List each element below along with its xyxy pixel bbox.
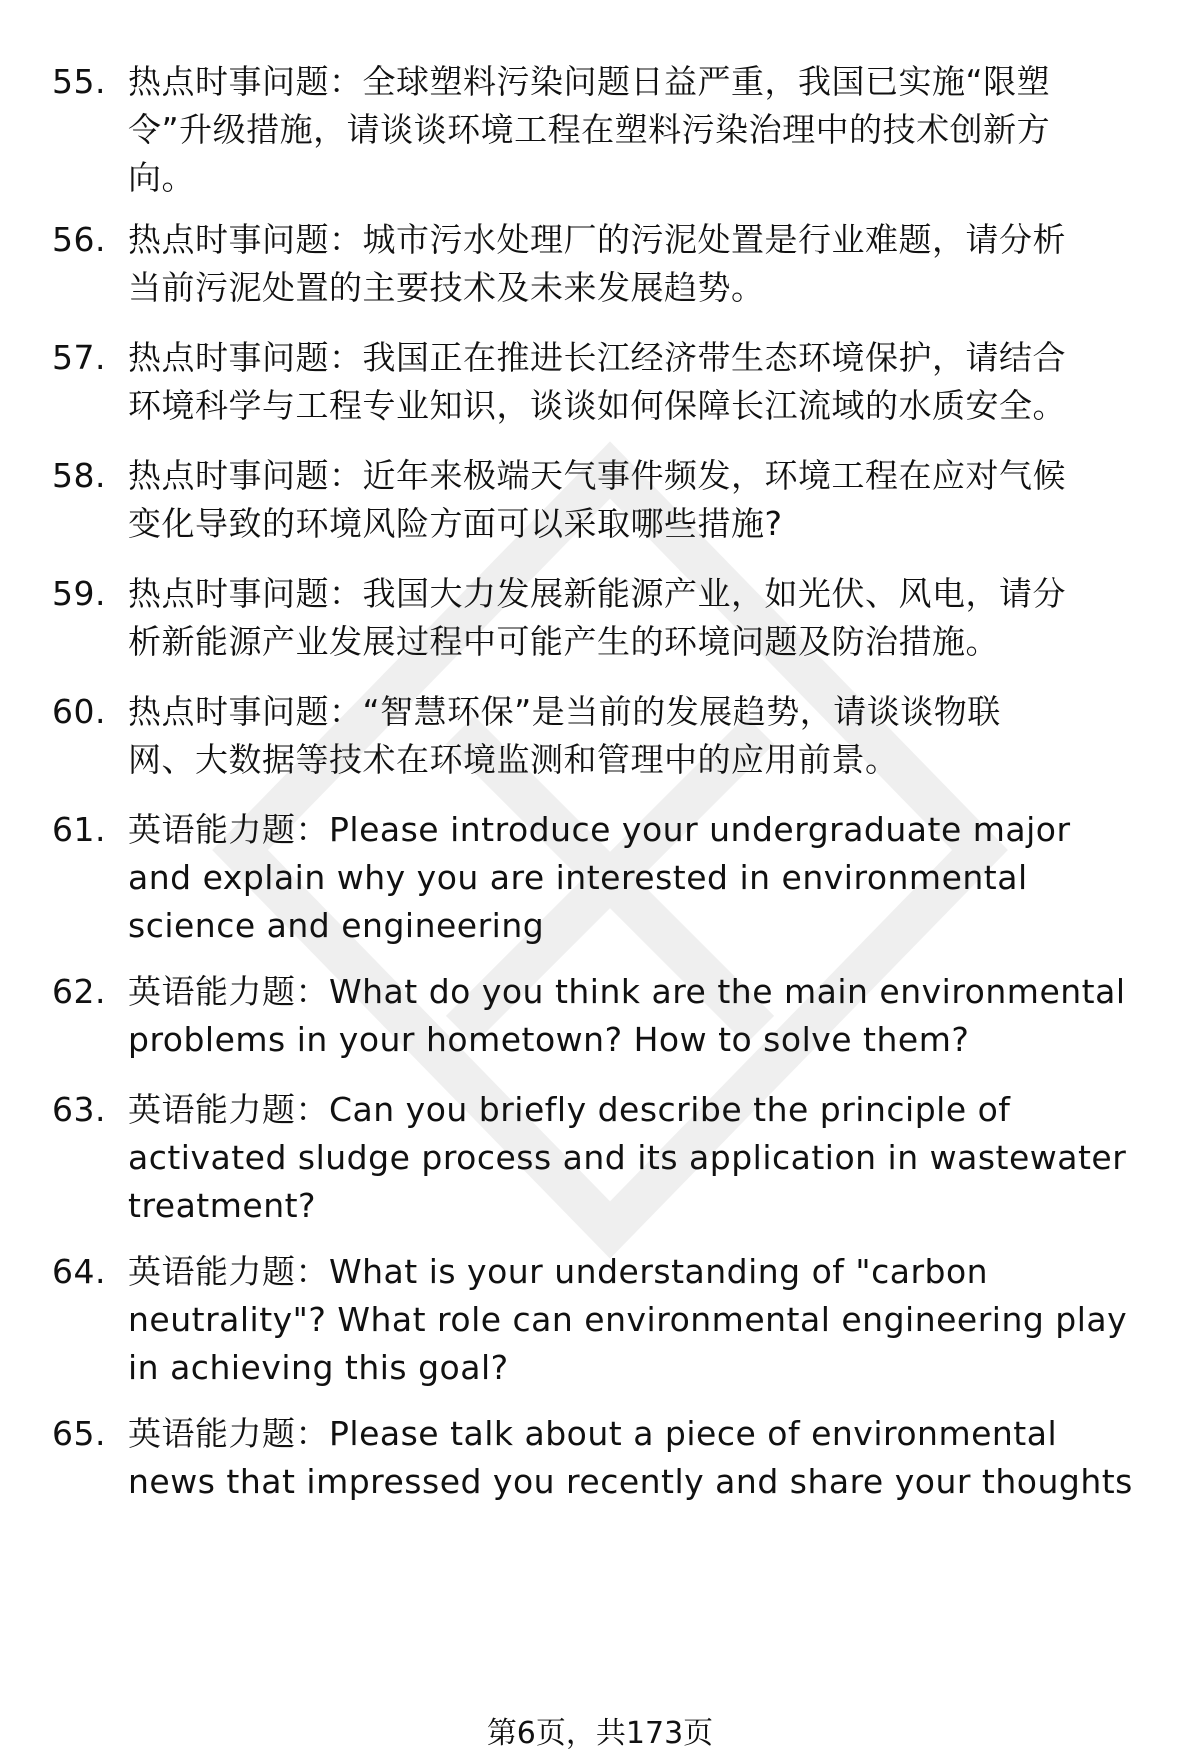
question-57	[52, 334, 1162, 430]
question-line: 环境科学与工程专业知识，谈谈如何保障长江流域的水质安全。	[128, 386, 1066, 425]
question-line: 变化导致的环境风险方面可以采取哪些措施?	[128, 504, 783, 543]
question-61	[52, 806, 1162, 950]
question-64	[52, 1248, 1162, 1392]
question-line: in achieving this goal?	[128, 1348, 509, 1387]
question-line: 近年来极端天气事件频发，环境工程在应对气候	[362, 456, 1066, 495]
question-line: problems in your hometown? How to solve them?	[128, 1020, 970, 1059]
question-number: 61.	[52, 810, 106, 849]
question-number: 60.	[52, 692, 106, 731]
question-line: Can you briefly describe the principle of	[329, 1090, 1011, 1129]
question-label: 英语能力题：	[128, 1414, 329, 1453]
question-58	[52, 452, 1162, 548]
question-number: 59.	[52, 574, 106, 613]
question-line: 令”升级措施，请谈谈环境工程在塑料污染治理中的技术创新方	[128, 110, 1051, 149]
question-label: 热点时事问题：	[128, 574, 363, 613]
question-63	[52, 1086, 1162, 1230]
question-label: 热点时事问题：	[128, 220, 363, 259]
question-number: 57.	[52, 338, 106, 377]
question-line: 析新能源产业发展过程中可能产生的环境问题及防治措施。	[128, 622, 999, 661]
question-line: 城市污水处理厂的污泥处置是行业难题，请分析	[362, 220, 1066, 259]
question-line: 向。	[128, 158, 195, 197]
question-line: Please talk about a piece of environmental	[329, 1414, 1058, 1453]
question-number: 63.	[52, 1090, 106, 1129]
question-label: 热点时事问题：	[128, 692, 363, 731]
question-62	[52, 968, 1162, 1064]
question-number: 64.	[52, 1252, 106, 1291]
question-60	[52, 688, 1162, 784]
question-label: 热点时事问题：	[128, 456, 363, 495]
question-label: 热点时事问题：	[128, 338, 363, 377]
question-label: 热点时事问题：	[128, 62, 363, 101]
question-line: “智慧环保”是当前的发展趋势，请谈谈物联	[362, 692, 1001, 731]
question-line: 我国大力发展新能源产业，如光伏、风电，请分	[362, 574, 1066, 613]
question-label: 英语能力题：	[128, 810, 329, 849]
question-line: news that impressed you recently and share your thoughts	[128, 1462, 1133, 1501]
question-label: 英语能力题：	[128, 1252, 329, 1291]
question-line: 全球塑料污染问题日益严重，我国已实施“限塑	[362, 62, 1051, 101]
question-line: and explain why you are interested in environmental	[128, 858, 1028, 897]
question-number: 62.	[52, 972, 106, 1011]
question-line: Please introduce your undergraduate major	[329, 810, 1071, 849]
question-65	[52, 1410, 1162, 1506]
question-line: activated sludge process and its application in wastewater	[128, 1138, 1127, 1177]
question-number: 65.	[52, 1414, 106, 1453]
question-line: What is your understanding of "carbon	[329, 1252, 989, 1291]
question-line: 当前污泥处置的主要技术及未来发展趋势。	[128, 268, 765, 307]
page-footer: 第6页，共173页	[486, 1716, 714, 1751]
question-number: 56.	[52, 220, 106, 259]
question-55	[52, 58, 1162, 202]
question-number: 55.	[52, 62, 106, 101]
question-line: science and engineering	[128, 906, 545, 945]
question-label: 英语能力题：	[128, 972, 329, 1011]
question-number: 58.	[52, 456, 106, 495]
question-line: What do you think are the main environmental	[329, 972, 1126, 1011]
question-59	[52, 570, 1162, 666]
question-line: 我国正在推进长江经济带生态环境保护，请结合	[362, 338, 1066, 377]
question-label: 英语能力题：	[128, 1090, 329, 1129]
question-line: 网、大数据等技术在环境监测和管理中的应用前景。	[128, 740, 899, 779]
question-line: neutrality"? What role can environmental engineering play	[128, 1300, 1128, 1339]
question-56	[52, 216, 1162, 312]
question-line: treatment?	[128, 1186, 317, 1225]
